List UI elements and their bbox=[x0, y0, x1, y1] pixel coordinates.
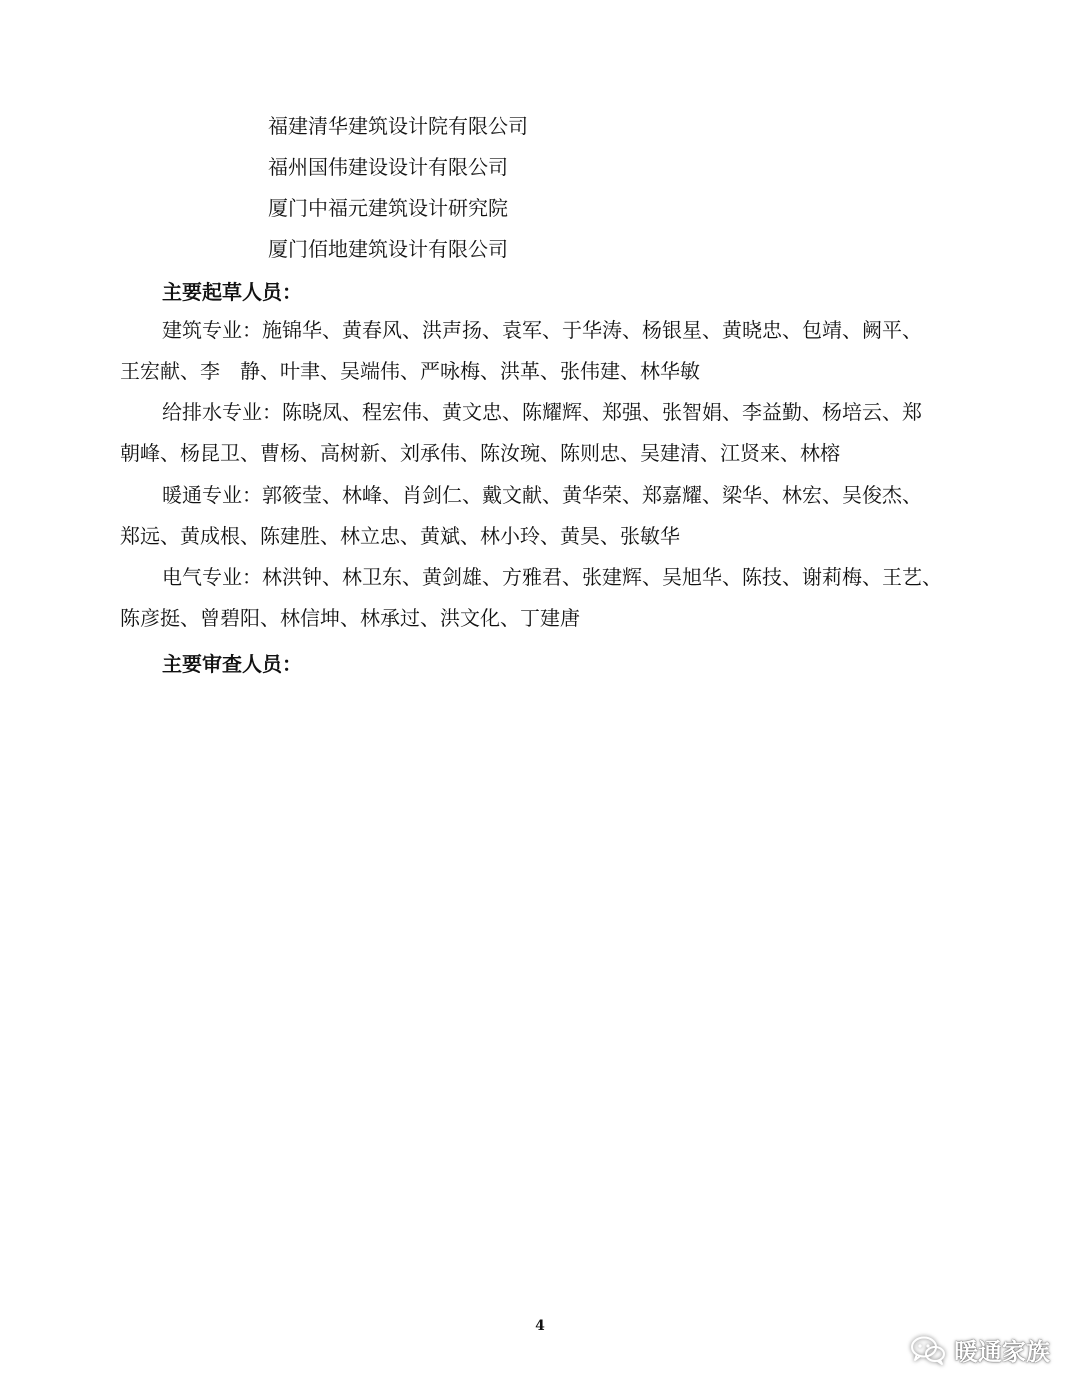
discipline-line: 朝峰、杨昆卫、曹杨、高树新、刘承伟、陈汝琬、陈则忠、吴建清、江贤来、林榕 bbox=[120, 441, 840, 465]
wechat-icon bbox=[910, 1335, 946, 1365]
discipline-line: 电气专业：林洪钟、林卫东、黄剑雄、方雅君、张建辉、吴旭华、陈技、谢莉梅、王艺、 bbox=[162, 565, 942, 589]
organization-item: 福州国伟建设设计有限公司 bbox=[268, 155, 508, 179]
discipline-plumbing bbox=[120, 392, 980, 474]
discipline-line: 暖通专业：郭筱莹、林峰、肖剑仁、戴文献、黄华荣、郑嘉耀、梁华、林宏、吴俊杰、 bbox=[162, 483, 922, 507]
organization-item: 厦门佰地建筑设计有限公司 bbox=[268, 237, 508, 261]
drafters-heading: 主要起草人员： bbox=[162, 280, 302, 304]
discipline-hvac bbox=[120, 475, 980, 557]
discipline-electrical bbox=[120, 557, 980, 639]
watermark bbox=[910, 1332, 1050, 1367]
discipline-line: 王宏献、李 静、叶聿、吴端伟、严咏梅、洪革、张伟建、林华敏 bbox=[120, 359, 700, 383]
organization-list bbox=[268, 106, 528, 270]
discipline-line: 建筑专业：施锦华、黄春风、洪声扬、袁军、于华涛、杨银星、黄晓忠、包靖、阙平、 bbox=[162, 318, 922, 342]
discipline-line: 给排水专业：陈晓凤、程宏伟、黄文忠、陈耀辉、郑强、张智娟、李益勤、杨培云、郑 bbox=[162, 400, 922, 424]
discipline-line: 陈彦挺、曾碧阳、林信坤、林承过、洪文化、丁建唐 bbox=[120, 606, 580, 630]
page-number: 4 bbox=[535, 1318, 545, 1334]
organization-item: 福建清华建筑设计院有限公司 bbox=[268, 114, 528, 138]
watermark-text: 暖通家族 bbox=[954, 1338, 1050, 1366]
reviewers-heading: 主要审查人员： bbox=[162, 652, 302, 676]
discipline-architecture bbox=[120, 310, 980, 392]
organization-item: 厦门中福元建筑设计研究院 bbox=[268, 196, 508, 220]
discipline-line: 郑远、黄成根、陈建胜、林立忠、黄斌、林小玲、黄昊、张敏华 bbox=[120, 524, 680, 548]
